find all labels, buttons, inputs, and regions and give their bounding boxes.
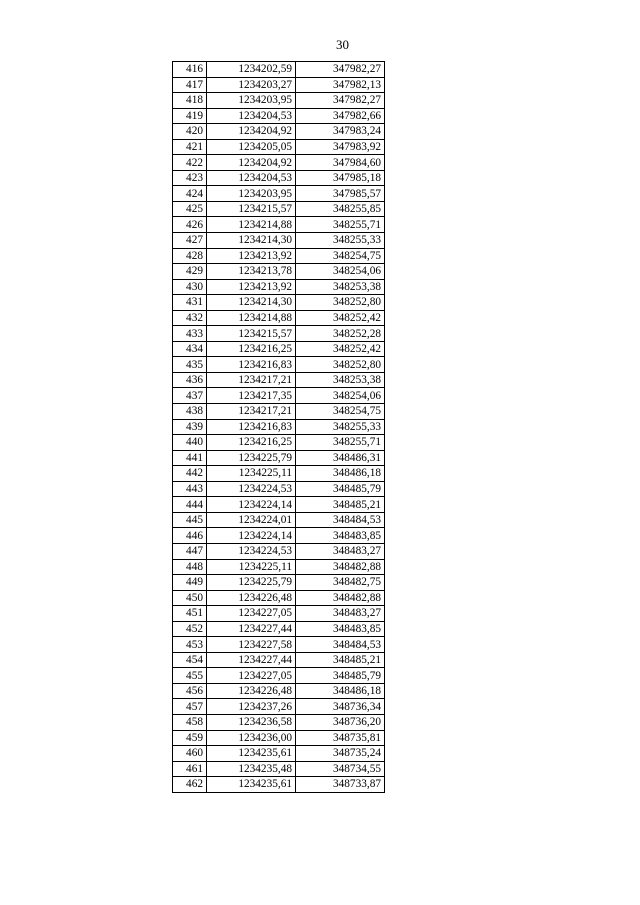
x-coordinate-cell: 1234225,11 [207, 559, 296, 575]
point-number-cell: 416 [173, 62, 207, 78]
point-number-cell: 445 [173, 512, 207, 528]
x-coordinate-cell: 1234224,14 [207, 528, 296, 544]
y-coordinate-cell: 348736,34 [296, 699, 385, 715]
table-row [173, 699, 385, 715]
x-coordinate-cell: 1234204,53 [207, 170, 296, 186]
y-coordinate-cell: 348735,24 [296, 746, 385, 762]
y-coordinate-cell: 348254,06 [296, 388, 385, 404]
point-number-cell: 460 [173, 746, 207, 762]
table-row [173, 357, 385, 373]
table-row [173, 264, 385, 280]
coordinates-table [172, 61, 385, 793]
x-coordinate-cell: 1234236,58 [207, 714, 296, 730]
point-number-cell: 418 [173, 93, 207, 109]
x-coordinate-cell: 1234202,59 [207, 62, 296, 78]
y-coordinate-cell: 348484,53 [296, 637, 385, 653]
table-row [173, 714, 385, 730]
table-row [173, 435, 385, 451]
y-coordinate-cell: 348255,33 [296, 233, 385, 249]
point-number-cell: 425 [173, 201, 207, 217]
table-row [173, 559, 385, 575]
point-number-cell: 443 [173, 481, 207, 497]
y-coordinate-cell: 348734,55 [296, 761, 385, 777]
table-row [173, 279, 385, 295]
x-coordinate-cell: 1234235,48 [207, 761, 296, 777]
y-coordinate-cell: 348255,71 [296, 435, 385, 451]
point-number-cell: 454 [173, 652, 207, 668]
y-coordinate-cell: 347982,66 [296, 108, 385, 124]
x-coordinate-cell: 1234235,61 [207, 746, 296, 762]
x-coordinate-cell: 1234224,01 [207, 512, 296, 528]
table-row [173, 217, 385, 233]
y-coordinate-cell: 348486,18 [296, 466, 385, 482]
table-row [173, 497, 385, 513]
table-row [173, 730, 385, 746]
x-coordinate-cell: 1234203,95 [207, 186, 296, 202]
table-row [173, 606, 385, 622]
x-coordinate-cell: 1234217,21 [207, 372, 296, 388]
y-coordinate-cell: 348254,75 [296, 404, 385, 420]
y-coordinate-cell: 348483,85 [296, 528, 385, 544]
y-coordinate-cell: 348253,38 [296, 279, 385, 295]
x-coordinate-cell: 1234235,61 [207, 777, 296, 793]
y-coordinate-cell: 348483,27 [296, 543, 385, 559]
point-number-cell: 440 [173, 435, 207, 451]
x-coordinate-cell: 1234216,83 [207, 419, 296, 435]
x-coordinate-cell: 1234225,79 [207, 450, 296, 466]
point-number-cell: 448 [173, 559, 207, 575]
point-number-cell: 444 [173, 497, 207, 513]
x-coordinate-cell: 1234213,78 [207, 264, 296, 280]
table-row [173, 575, 385, 591]
x-coordinate-cell: 1234227,05 [207, 606, 296, 622]
table-row [173, 404, 385, 420]
point-number-cell: 436 [173, 372, 207, 388]
table-row [173, 466, 385, 482]
table-row [173, 201, 385, 217]
y-coordinate-cell: 348486,31 [296, 450, 385, 466]
x-coordinate-cell: 1234226,48 [207, 683, 296, 699]
table-row [173, 746, 385, 762]
x-coordinate-cell: 1234227,44 [207, 652, 296, 668]
x-coordinate-cell: 1234213,92 [207, 279, 296, 295]
x-coordinate-cell: 1234225,11 [207, 466, 296, 482]
x-coordinate-cell: 1234216,83 [207, 357, 296, 373]
y-coordinate-cell: 348252,42 [296, 310, 385, 326]
point-number-cell: 457 [173, 699, 207, 715]
y-coordinate-cell: 347982,27 [296, 62, 385, 78]
point-number-cell: 456 [173, 683, 207, 699]
x-coordinate-cell: 1234214,30 [207, 233, 296, 249]
point-number-cell: 421 [173, 139, 207, 155]
table-row [173, 310, 385, 326]
point-number-cell: 428 [173, 248, 207, 264]
table-row [173, 341, 385, 357]
point-number-cell: 459 [173, 730, 207, 746]
point-number-cell: 452 [173, 621, 207, 637]
point-number-cell: 429 [173, 264, 207, 280]
x-coordinate-cell: 1234216,25 [207, 435, 296, 451]
x-coordinate-cell: 1234217,35 [207, 388, 296, 404]
table-row [173, 93, 385, 109]
table-row [173, 170, 385, 186]
y-coordinate-cell: 348483,85 [296, 621, 385, 637]
x-coordinate-cell: 1234236,00 [207, 730, 296, 746]
point-number-cell: 420 [173, 124, 207, 140]
point-number-cell: 442 [173, 466, 207, 482]
point-number-cell: 441 [173, 450, 207, 466]
point-number-cell: 430 [173, 279, 207, 295]
table-row [173, 652, 385, 668]
point-number-cell: 450 [173, 590, 207, 606]
table-row [173, 683, 385, 699]
table-row [173, 512, 385, 528]
y-coordinate-cell: 348482,88 [296, 559, 385, 575]
y-coordinate-cell: 348255,33 [296, 419, 385, 435]
x-coordinate-cell: 1234227,58 [207, 637, 296, 653]
table-row [173, 761, 385, 777]
x-coordinate-cell: 1234203,27 [207, 77, 296, 93]
x-coordinate-cell: 1234216,25 [207, 341, 296, 357]
point-number-cell: 434 [173, 341, 207, 357]
table-row [173, 139, 385, 155]
table-row [173, 388, 385, 404]
y-coordinate-cell: 347983,24 [296, 124, 385, 140]
table-row [173, 295, 385, 311]
y-coordinate-cell: 348253,38 [296, 372, 385, 388]
point-number-cell: 453 [173, 637, 207, 653]
point-number-cell: 438 [173, 404, 207, 420]
point-number-cell: 427 [173, 233, 207, 249]
table-row [173, 777, 385, 793]
x-coordinate-cell: 1234225,79 [207, 575, 296, 591]
y-coordinate-cell: 348483,27 [296, 606, 385, 622]
point-number-cell: 447 [173, 543, 207, 559]
y-coordinate-cell: 347982,13 [296, 77, 385, 93]
x-coordinate-cell: 1234224,14 [207, 497, 296, 513]
coordinates-table-body [173, 62, 385, 793]
x-coordinate-cell: 1234213,92 [207, 248, 296, 264]
y-coordinate-cell: 347985,57 [296, 186, 385, 202]
x-coordinate-cell: 1234227,05 [207, 668, 296, 684]
point-number-cell: 437 [173, 388, 207, 404]
point-number-cell: 435 [173, 357, 207, 373]
point-number-cell: 446 [173, 528, 207, 544]
table-row [173, 326, 385, 342]
point-number-cell: 424 [173, 186, 207, 202]
x-coordinate-cell: 1234203,95 [207, 93, 296, 109]
table-row [173, 621, 385, 637]
y-coordinate-cell: 348484,53 [296, 512, 385, 528]
x-coordinate-cell: 1234205,05 [207, 139, 296, 155]
point-number-cell: 423 [173, 170, 207, 186]
table-row [173, 77, 385, 93]
point-number-cell: 455 [173, 668, 207, 684]
table-row [173, 543, 385, 559]
point-number-cell: 432 [173, 310, 207, 326]
table-row [173, 637, 385, 653]
table-row [173, 481, 385, 497]
point-number-cell: 461 [173, 761, 207, 777]
table-row [173, 248, 385, 264]
table-row [173, 372, 385, 388]
x-coordinate-cell: 1234214,30 [207, 295, 296, 311]
point-number-cell: 426 [173, 217, 207, 233]
y-coordinate-cell: 348485,79 [296, 481, 385, 497]
y-coordinate-cell: 348485,21 [296, 652, 385, 668]
x-coordinate-cell: 1234237,26 [207, 699, 296, 715]
point-number-cell: 462 [173, 777, 207, 793]
table-row [173, 419, 385, 435]
table-row [173, 590, 385, 606]
table-row [173, 233, 385, 249]
y-coordinate-cell: 348736,20 [296, 714, 385, 730]
y-coordinate-cell: 348482,88 [296, 590, 385, 606]
y-coordinate-cell: 348733,87 [296, 777, 385, 793]
table-row [173, 450, 385, 466]
x-coordinate-cell: 1234215,57 [207, 201, 296, 217]
y-coordinate-cell: 347984,60 [296, 155, 385, 171]
x-coordinate-cell: 1234226,48 [207, 590, 296, 606]
point-number-cell: 451 [173, 606, 207, 622]
point-number-cell: 419 [173, 108, 207, 124]
y-coordinate-cell: 348255,85 [296, 201, 385, 217]
table-row [173, 62, 385, 78]
y-coordinate-cell: 347985,18 [296, 170, 385, 186]
x-coordinate-cell: 1234215,57 [207, 326, 296, 342]
table-row [173, 155, 385, 171]
x-coordinate-cell: 1234224,53 [207, 481, 296, 497]
y-coordinate-cell: 348482,75 [296, 575, 385, 591]
y-coordinate-cell: 348252,42 [296, 341, 385, 357]
y-coordinate-cell: 348252,80 [296, 357, 385, 373]
x-coordinate-cell: 1234217,21 [207, 404, 296, 420]
x-coordinate-cell: 1234214,88 [207, 310, 296, 326]
y-coordinate-cell: 348485,21 [296, 497, 385, 513]
y-coordinate-cell: 347983,92 [296, 139, 385, 155]
x-coordinate-cell: 1234227,44 [207, 621, 296, 637]
table-row [173, 186, 385, 202]
y-coordinate-cell: 347982,27 [296, 93, 385, 109]
point-number-cell: 449 [173, 575, 207, 591]
y-coordinate-cell: 348486,18 [296, 683, 385, 699]
x-coordinate-cell: 1234204,92 [207, 155, 296, 171]
table-row [173, 108, 385, 124]
x-coordinate-cell: 1234224,53 [207, 543, 296, 559]
y-coordinate-cell: 348255,71 [296, 217, 385, 233]
table-row [173, 528, 385, 544]
x-coordinate-cell: 1234214,88 [207, 217, 296, 233]
y-coordinate-cell: 348254,75 [296, 248, 385, 264]
y-coordinate-cell: 348252,80 [296, 295, 385, 311]
point-number-cell: 431 [173, 295, 207, 311]
table-row [173, 668, 385, 684]
table-row [173, 124, 385, 140]
point-number-cell: 422 [173, 155, 207, 171]
point-number-cell: 433 [173, 326, 207, 342]
page-number: 30 [336, 37, 349, 52]
point-number-cell: 417 [173, 77, 207, 93]
y-coordinate-cell: 348485,79 [296, 668, 385, 684]
point-number-cell: 439 [173, 419, 207, 435]
point-number-cell: 458 [173, 714, 207, 730]
y-coordinate-cell: 348252,28 [296, 326, 385, 342]
x-coordinate-cell: 1234204,53 [207, 108, 296, 124]
y-coordinate-cell: 348735,81 [296, 730, 385, 746]
x-coordinate-cell: 1234204,92 [207, 124, 296, 140]
y-coordinate-cell: 348254,06 [296, 264, 385, 280]
